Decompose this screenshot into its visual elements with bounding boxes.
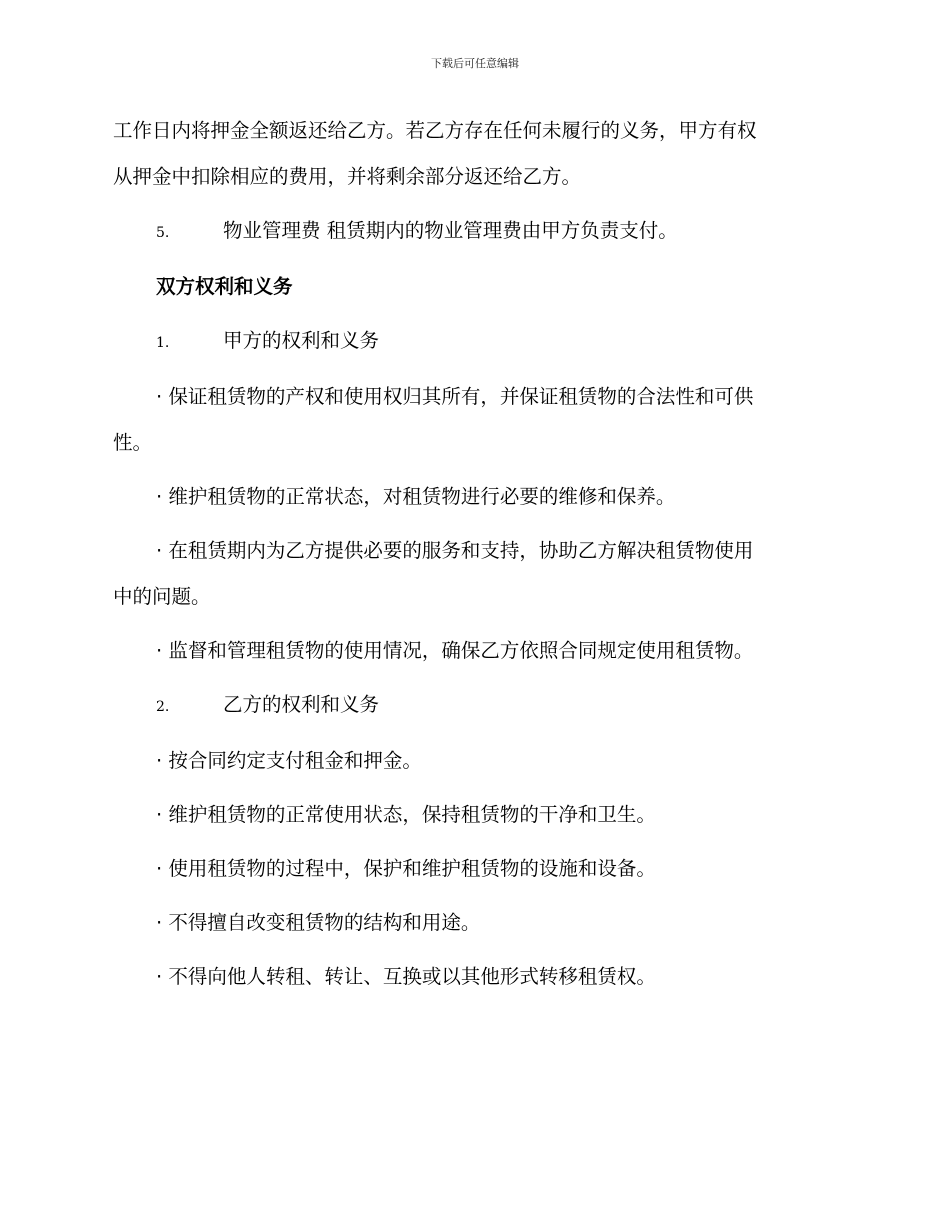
page-header: 下载后可任意编辑	[431, 57, 519, 70]
bullet-item: · 维护租赁物的正常状态，对租赁物进行必要的维修和保养。	[156, 485, 676, 508]
clause-number: 1.	[156, 335, 170, 351]
paragraph-line: 工作日内将押金全额返还给乙方。若乙方存在任何未履行的义务，甲方有权	[113, 119, 757, 142]
bullet-item: · 监督和管理租赁物的使用情况，确保乙方依照合同规定使用租赁物。	[156, 639, 754, 662]
clause-number: 2.	[156, 699, 170, 715]
bullet-item: · 不得向他人转租、转让、互换或以其他形式转移租赁权。	[156, 965, 656, 988]
bullet-item: · 使用租赁物的过程中，保护和维护租赁物的设施和设备。	[156, 857, 656, 880]
clause-text: 乙方的权利和义务	[223, 693, 380, 716]
section-title: 双方权利和义务	[156, 275, 293, 298]
paragraph-deposit-return	[113, 108, 838, 200]
bullet-item: · 按合同约定支付租金和押金。	[156, 749, 422, 772]
document-body	[113, 108, 838, 1008]
clause-5-property-fee	[113, 208, 838, 256]
bullet-line: · 在租赁期内为乙方提供必要的服务和支持，协助乙方解决租赁物使用	[156, 539, 754, 562]
clause-text: 甲方的权利和义务	[223, 329, 380, 352]
clause-number: 5.	[156, 225, 170, 241]
party-a-heading	[113, 318, 838, 366]
bullet-line: 中的问题。	[113, 585, 211, 608]
bullet-item	[113, 374, 838, 466]
bullet-item	[113, 528, 838, 620]
paragraph-line: 从押金中扣除相应的费用，并将剩余部分返还给乙方。	[113, 165, 582, 188]
clause-text: 物业管理费 租赁期内的物业管理费由甲方负责支付。	[223, 219, 678, 242]
bullet-line: 性。	[113, 431, 153, 454]
bullet-line: · 保证租赁物的产权和使用权归其所有，并保证租赁物的合法性和可供	[156, 385, 754, 408]
party-b-heading	[113, 682, 838, 730]
bullet-item: · 维护租赁物的正常使用状态，保持租赁物的干净和卫生。	[156, 803, 656, 826]
bullet-item: · 不得擅自改变租赁物的结构和用途。	[156, 911, 481, 934]
